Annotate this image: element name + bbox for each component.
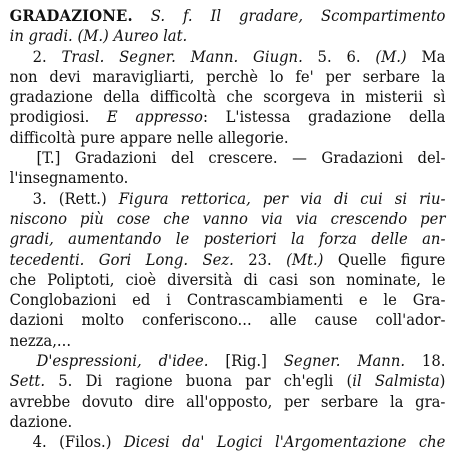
text-line	[10, 6, 446, 26]
italic-text: gradi, aumentando le posteriori la forza delle an-	[9, 230, 446, 249]
text-line	[10, 168, 446, 188]
text-run: 5. 6.	[302, 47, 376, 66]
text-run: non devi maravigliarti, perchè lo fe' per serbare la	[9, 67, 446, 86]
text-line	[10, 310, 446, 330]
headword: GRADAZIONE.	[9, 7, 133, 25]
text-run: )	[439, 372, 446, 391]
italic-text: niscono più cose che vanno via via crescendo per	[9, 209, 446, 228]
text-line	[10, 412, 446, 432]
text-run: Quelle figure	[323, 250, 446, 269]
dictionary-entry-gradazione	[10, 6, 446, 453]
italic-text: S. f. Il gradare, Scompartimento	[150, 7, 446, 25]
text-run: 3. (Rett.)	[32, 189, 119, 208]
italic-text: Segner. Mann.	[283, 352, 406, 371]
text-line	[10, 128, 446, 148]
text-run: che Poliptoti, cioè diversità di casi son nominate, le	[9, 270, 446, 289]
text-run: nezza,...	[9, 331, 72, 350]
italic-text: Figura rettorica, per via di cui si riu-	[118, 189, 446, 208]
text-line	[10, 47, 446, 67]
text-run: difficoltà pure appare nelle allegorie.	[9, 128, 289, 147]
text-line	[10, 67, 446, 87]
text-run: 4. (Filos.)	[32, 433, 124, 452]
text-line	[10, 270, 446, 290]
text-run: l'insegnamento.	[9, 169, 129, 188]
text-run: prodigiosi.	[9, 108, 107, 127]
text-run: [T.] Gradazioni del crescere. — Gradazioni del-	[36, 149, 446, 168]
text-line	[10, 290, 446, 310]
text-line	[10, 209, 446, 229]
text-line	[10, 432, 446, 452]
text-line	[10, 107, 446, 127]
italic-text: (Mt.)	[286, 250, 324, 269]
text-run: gradazione della difficoltà che scorgeva in misterii sì	[9, 88, 446, 107]
text-run: dazioni molto conferiscono... alle cause coll'ador-	[9, 311, 446, 330]
text-line	[10, 351, 446, 371]
italic-text: in gradi. (M.) Aureo lat.	[9, 27, 188, 46]
text-line	[10, 229, 446, 249]
text-run: dazione.	[9, 412, 73, 431]
text-run: Ma	[406, 47, 446, 66]
italic-text: il Salmista	[352, 372, 440, 391]
text-run: 18.	[405, 352, 446, 371]
text-line	[10, 26, 446, 46]
italic-text: E appresso	[106, 108, 203, 127]
text-run: : L'istessa gradazione della	[202, 108, 446, 127]
text-line	[10, 148, 446, 168]
text-run: Conglobazioni ed i Contrascambiamenti e le Gra-	[9, 291, 446, 310]
italic-text: (M.)	[375, 47, 407, 66]
text-line	[10, 392, 446, 412]
text-line	[10, 189, 446, 209]
text-line	[10, 371, 446, 391]
italic-text: Trasl. Segner. Mann. Giugn.	[61, 47, 303, 66]
italic-text: Sett.	[9, 372, 46, 391]
text-run	[133, 7, 151, 25]
italic-text: tecedenti. Gori Long. Sez.	[9, 250, 234, 269]
text-run: avrebbe dovuto dire all'opposto, per serbare la gra-	[9, 392, 446, 411]
text-run: 5. Di ragione buona par ch'egli (	[45, 372, 353, 391]
italic-text: D'espressioni, d'idee.	[36, 352, 209, 371]
text-run: [Rig.]	[208, 352, 284, 371]
italic-text: Dicesi da' Logici l'Argomentazione che	[123, 433, 446, 452]
text-run: 2.	[32, 47, 62, 66]
text-run: 23.	[233, 250, 287, 269]
text-line	[10, 87, 446, 107]
text-line	[10, 250, 446, 270]
text-line	[10, 331, 446, 351]
